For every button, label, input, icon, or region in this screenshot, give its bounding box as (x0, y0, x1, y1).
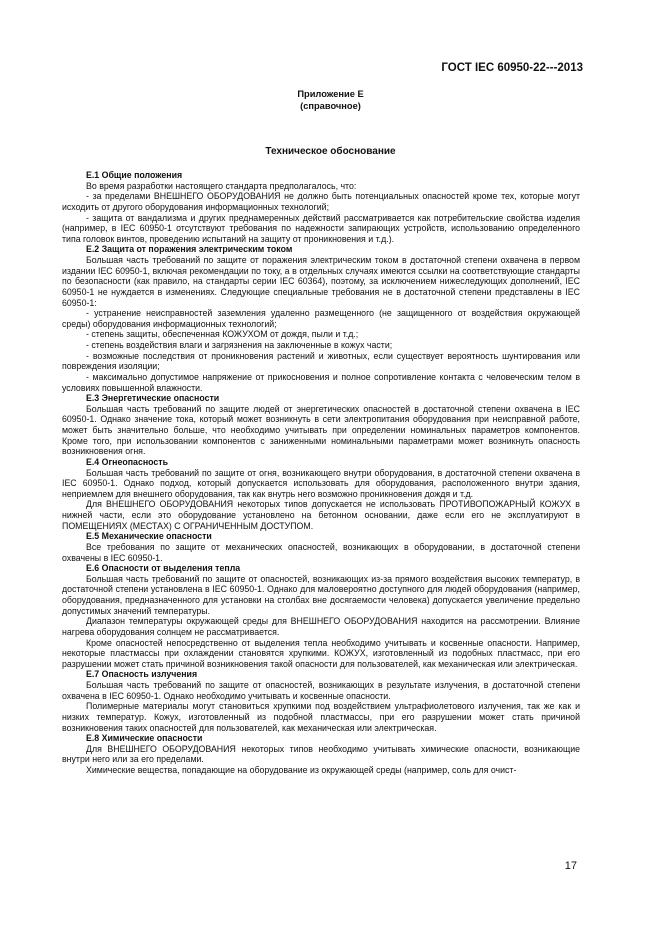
section-heading: Е.5 Механические опасности (86, 531, 212, 542)
section-heading: Е.6 Опасности от выделения тепла (86, 563, 241, 574)
section-heading: Е.2 Защита от поражения электрическим током (86, 244, 293, 255)
section-heading: Е.7 Опасность излучения (86, 669, 198, 680)
paragraph: Во время разработки настоящего стандарта предполагалось, что: (86, 180, 357, 191)
section-heading: Е.4 Огнеопасность (86, 456, 169, 467)
paragraph: - степень воздействия влаги и загрязнения на заключенные в кожух части; (86, 340, 393, 350)
paragraph: Большая часть требований по защите от опасностей, возникающих из-за прямого воздействия высоких температур, в достаточной степени установлена в IEC 60950-1. Однако для маловероятно доступного для людей оборудования (например, оборудования, предназначенного для установки на столбах вне досягаемости человека) допускается увеличение предельно допустимых значений температуры. (62, 573, 580, 616)
paragraph: - степень защиты, обеспеченная КОЖУХОМ от дождя, пыли и т.д.; (86, 329, 359, 340)
appendix-heading (0, 88, 661, 112)
paragraph: Большая часть требований по защите от огня, возникающего внутри оборудования, в достаточной степени охвачена в IEC 60950-1. Однако подход, который допускается использовать для оборудования, расположенного внутри здания, неприемлем для внешнего оборудования, так как внутрь него возможно проникновения дождя и т.д. (62, 467, 580, 499)
appendix-title: Приложение Е (297, 89, 364, 99)
section-heading: Е.8 Химические опасности (86, 733, 203, 744)
paragraph: Для ВНЕШНЕГО ОБОРУДОВАНИЯ некоторых типов допускается не использовать ПРОТИВОПОЖАРНЫЙ КОЖУХ в нижней части, если это оборудование установлено на бетонном основании, даже если его не эксплуатируют в ПОМЕЩЕНИЯХ (МЕСТАХ) С ОГРАНИЧЕННЫМ ДОСТУПОМ. (62, 499, 580, 531)
section-title: Техническое обоснование (265, 146, 396, 157)
paragraph: Для ВНЕШНЕГО ОБОРУДОВАНИЯ некоторых типов необходимо учитывать химические опасности, возникающие внутри него или за его пределами. (62, 743, 580, 765)
paragraph: Полимерные материалы могут становиться хрупкими под воздействием ультрафиолетового излучения, так же как и низких температур. Кожух, изготовленный из подобной пластмассы, при его разрушении может стать причиной возникновения таких опасностей для пользователей, как механическая или электрическая. (62, 701, 580, 733)
paragraph: Большая часть требований по защите от поражения электрическим током в достаточной степени охвачена в первом издании IEC 60950-1, включая рекомендации по току, а в отдельных случаях имеются ссылки на соответствующие стандарты по безопасности (как правило, на стандарты серии IEC 60364), поэтому, за исключением нижеследующих дополнений, IEC 60950-1 не нуждается в изменениях. Следующие специальные требования не в достаточной степени представлены в IEC 60950-1: (62, 255, 580, 308)
paragraph: Кроме опасностей непосредственно от выделения тепла необходимо учитывать и косвенные опасности. Например, некоторые пластмассы при охлаждении становятся хрупкими. КОЖУХ, изготовленный из подобных пластмасс, при его разрушении может стать причиной возникновения такой опасности для пользователей, как механическая или электрическая. (62, 637, 580, 669)
page-number: 17 (564, 860, 577, 872)
paragraph: - за пределами ВНЕШНЕГО ОБОРУДОВАНИЯ не должно быть потенциальных опасностей кроме тех, которые могут исходить от другого оборудования информационных технологий; (62, 191, 580, 212)
paragraph: - устранение неисправностей заземления удаленно размещенного (не защищенного от воздействия окружающей среды) оборудования информационных технологий; (62, 308, 580, 329)
section-heading: Е.1 Общие положения (86, 170, 183, 180)
paragraph: Химические вещества, попадающие на оборудование из окружающей среды (например, соль для очист- (86, 765, 517, 775)
paragraph: - возможные последствия от проникновения растений и животных, если существует вероятность шунтирования или повреждения изоляции; (62, 350, 580, 372)
appendix-subtitle: (справочное) (300, 101, 361, 111)
paragraph: Большая часть требований по защите людей от энергетических опасностей в достаточной степени охвачена в IEC 60950-1. Однако значение тока, который может возникнуть в сети электропитания оборудования при неисправной работе, может быть значительно больше, что необходимо учитывать при определении номинальных параметров компонентов. Кроме того, при использовании компонентов с заниженными номинальными параметрами может возникнуть опасность возникновения огня. (62, 403, 580, 457)
paragraph: Большая часть требований по защите от опасностей, возникающих в результате излучения, в достаточной степени охвачена в IEC 60950-1. Однако необходимо учитывать и косвенные опасности. (62, 680, 580, 701)
paragraph: - защита от вандализма и других преднамеренных действий рассматривается как потребительские свойства изделия (например, в IEC 60950-1 отсутствуют требования по надежности запирающих устройств, использованию определенного типа головок винтов, проведению испытаний на защиту от проникновения и т.д.). (62, 212, 580, 244)
paragraph: - максимально допустимое напряжение от прикосновения и полное сопротивление контакта с человеческим телом в условиях повышенной влажности. (62, 371, 580, 393)
document-code: ГОСТ IEC 60950-22---2013 (441, 62, 583, 74)
paragraph: Все требования по защите от механических опасностей, возникающих в оборудовании, в достаточной степени охвачены в IEC 60950-1. (62, 541, 580, 563)
section-heading: Е.3 Энергетические опасности (86, 393, 220, 404)
document-body (62, 170, 580, 776)
paragraph: Диапазон температуры окружающей среды для ВНЕШНЕГО ОБОРУДОВАНИЯ находится на рассмотрении. Влияние нагрева оборудования солнцем не рассматривается. (62, 616, 580, 637)
